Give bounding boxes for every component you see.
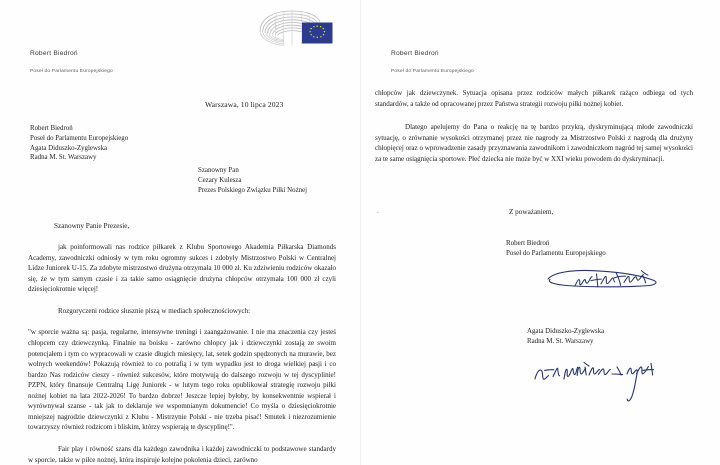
addresser-line: Radna M. St. Warszawy bbox=[30, 154, 97, 162]
handwritten-signature-diduszko bbox=[531, 357, 659, 405]
addresser-line: Poseł do Parlamentu Europejskiego bbox=[30, 134, 129, 142]
stray-ink-mark: . bbox=[377, 207, 379, 215]
recipient-block bbox=[198, 166, 307, 196]
sender-role: Poseł do Parlamentu Europejskiego bbox=[391, 69, 474, 74]
salutation: Szanowny Panie Prezesie, bbox=[54, 222, 130, 230]
addresser-line: Robert Biedroń bbox=[30, 125, 73, 132]
quoted-paragraph: "w sporcie ważna są: pasja, regularne, intensywne treningi i zaangażowanie. I nie ma znaczenia czy jesteś chłopcem czy dziewczynką. Finalnie na boisku - zarówno chłopcy jak i dziewczynki zostają ze swoim potencjałem i tym co wypracowali w czasie długich miesięcy, lat, setek godzin spędzonych na murawie, bez wolnych weekendów! Pokazują również to co potrafią i w tym wypadku jest to droga wielkiej pasji i co bardzo Nas rodziców cieszy - również sukcesów, które motywują do dalszego rozwoju w tej dyscyplinie! PZPN, który finansuje Centralną Ligę Juniorek - w lutym tego roku opublikował strategię rozwoju piłki nożnej kobiet na lata 2022-2026! To bardzo dobrze! Jeszcze lepiej byłoby, by konsekwentnie wspierał i wyrównywał szanse - tak jak to deklaruje we wspomnianym dokumencie! Co myśla o dziesięciokrotnie mniejszej nagrodzie dziewczynki z Klubu - Mistrzynie Polski - nie trzeba pisać! Smutek i niezrozumienie towarzyszy również rodzicom i bliskim, którzy wspierają te dyscyplinę!". bbox=[28, 328, 336, 432]
place-and-date: Warszawa, 10 lipca 2023 bbox=[205, 100, 284, 109]
signatory-name: Agata Diduszko-Zyglewska bbox=[527, 328, 605, 335]
signatory-block-biedron bbox=[506, 238, 606, 258]
page-right bbox=[360, 0, 720, 465]
sender-block-right bbox=[391, 50, 621, 74]
signatory-block-diduszko bbox=[527, 327, 604, 348]
body-paragraph: Dlatego apelujemy do Pana o reakcję na tę bardzo przykrą, dyskryminującą młode zawodniczki sytuację, o zrównanie wysokości otrzymanej przez nie nagrody za Mistrzostwo Polski z nagrodą dla drużyny chłopięcej oraz o wprowadzenie zasady przyznawania zawodnikom i zawodniczkom nagród tej samej wysokości za te same osiągnięcia sportowe. Płeć dziecka nie może być w XXI wieku powodem do dyskryminacji. bbox=[375, 123, 693, 163]
european-parliament-logo bbox=[258, 8, 336, 48]
handwritten-signature-biedron bbox=[544, 266, 662, 296]
body-paragraph: chłopców jak dziewczynek. Sytuacja opisana przez rodziców małych piłkarek rażąco odbiega od tych standardów, a także od opracowanej przez Państwa strategii rozwoju piłki nożnej kobiet. bbox=[375, 89, 693, 108]
recipient-line: Cezary Kulesza bbox=[198, 176, 242, 184]
sender-name: Robert Biedroń bbox=[30, 50, 78, 57]
addresser-line: Agata Diduszko-Zyglewska bbox=[30, 144, 108, 152]
body-paragraph: Rozgoryczeni rodzice słusznie piszą w mediach społecznościowych: bbox=[58, 306, 251, 315]
addresser-block bbox=[30, 124, 128, 163]
sender-role: Poseł do Parlamentu Europejskiego bbox=[30, 69, 113, 74]
signatory-name: Robert Biedroń bbox=[506, 239, 550, 247]
recipient-line: Szanowny Pan bbox=[198, 167, 239, 174]
letter-body-left bbox=[28, 222, 336, 465]
body-paragraph: jak poinformowali nas rodzice piłkarek z Klubu Sportowego Akademia Piłkarska Diamonds Academy, zawodniczki odniosły w tym roku ogromny sukces i zdobyły Mistrzostwo Polski w Centralnej Lidze Juniorek U-15. Za zdobyte mistrzostwo drużyna otrzymała 10 000 zł. Ku zdziwieniu rodziców okazało się, że w tym samym czasie i za takie samo osiągnięcie drużyna chłopców otrzymała 100 000 zł czyli dziesięciokrotnie więcej! bbox=[28, 243, 336, 294]
closing-phrase: Z poważaniem, bbox=[509, 208, 554, 216]
signatory-role: Radna M. St. Warszawy bbox=[527, 338, 594, 346]
recipient-line: Prezes Polskiego Związku Piłki Nożnej bbox=[198, 186, 308, 194]
sender-block-left bbox=[30, 50, 260, 74]
sender-name: Robert Biedroń bbox=[391, 50, 439, 57]
letter-body-right bbox=[375, 88, 693, 177]
body-paragraph: Fair play i równość szans dla każdego zawodnika i każdej zawodniczki to podstawowe standardy w sporcie, także w piłce nożnej, która inspiruje kolejne pokolenia dzieci, zarówno bbox=[28, 445, 336, 464]
signatory-role: Poseł do Parlamentu Europejskiego bbox=[506, 249, 606, 258]
